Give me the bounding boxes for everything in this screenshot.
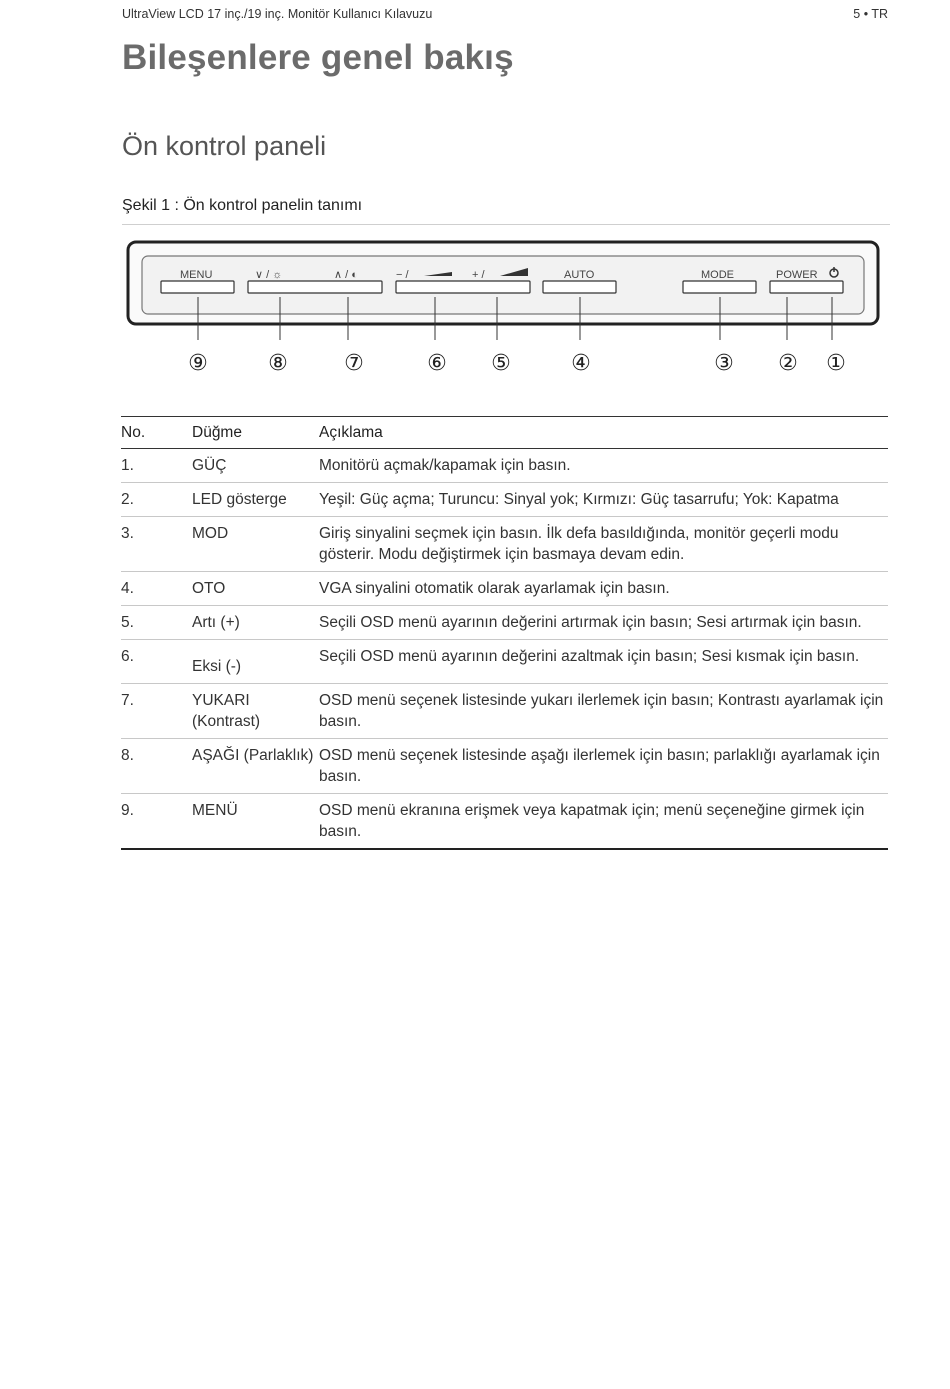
button-name-cell [192, 640, 319, 684]
controls-table [121, 416, 888, 850]
row-number: 6. [121, 640, 192, 684]
caption-divider [122, 224, 890, 225]
row-number: 1. [121, 449, 192, 483]
button-description: Monitörü açmak/kapamak için basın. [319, 449, 888, 483]
panel-label-up-contrast: ∧ / ◐ [334, 269, 358, 281]
mode-button [683, 281, 756, 293]
header-description: Açıklama [319, 417, 888, 449]
callout-2: ② [778, 351, 798, 376]
button-description: OSD menü ekranına erişmek veya kapatmak için; menü seçeneğine girmek için basın. [319, 794, 888, 850]
row-number: 9. [121, 794, 192, 850]
table-row [121, 640, 888, 684]
callout-7: ⑦ [344, 351, 364, 376]
front-panel-diagram [122, 236, 890, 386]
callout-5: ⑤ [491, 351, 511, 376]
minus-plus-button-bar [396, 281, 530, 293]
button-name: AŞAĞI (Parlaklık) [192, 739, 319, 794]
button-description: OSD menü seçenek listesinde aşağı ilerlemek için basın; parlaklığı ayarlamak için basın. [319, 739, 888, 794]
button-description: Yeşil: Güç açma; Turuncu: Sinyal yok; Kırmızı: Güç tasarrufu; Yok: Kapatma [319, 483, 888, 517]
callout-9: ⑨ [188, 351, 208, 376]
page-number: 5 • TR [853, 7, 888, 21]
row-number: 3. [121, 517, 192, 572]
button-description: OSD menü seçenek listesinde yukarı ilerlemek için basın; Kontrastı ayarlamak için basın. [319, 684, 888, 739]
button-name: Eksi (-) [192, 658, 242, 675]
down-up-button-bar [248, 281, 382, 293]
button-name: MOD [192, 517, 319, 572]
front-panel-figure [122, 236, 890, 386]
panel-label-plus: + / [472, 269, 485, 281]
button-name: MENÜ [192, 794, 319, 850]
panel-label-down-brightness: ∨ / ☼ [255, 269, 283, 281]
button-name: OTO [192, 572, 319, 606]
table-row [121, 449, 888, 483]
button-description: Seçili OSD menü ayarının değerini artırmak için basın; Sesi artırmak için basın. [319, 606, 888, 640]
row-number: 7. [121, 684, 192, 739]
table-row [121, 684, 888, 739]
row-number: 2. [121, 483, 192, 517]
callout-4: ④ [571, 351, 591, 376]
header-no: No. [121, 417, 192, 449]
button-name: GÜÇ [192, 449, 319, 483]
table-row [121, 606, 888, 640]
table-header-row [121, 417, 888, 449]
row-number: 8. [121, 739, 192, 794]
button-description: Giriş sinyalini seçmek için basın. İlk defa basıldığında, monitör geçerli modu gösterir. Modu değiştirmek için basmaya devam edin. [319, 517, 888, 572]
row-number: 5. [121, 606, 192, 640]
table-row [121, 517, 888, 572]
button-name: Artı (+) [192, 606, 319, 640]
callout-1: ① [826, 351, 846, 376]
callout-6: ⑥ [427, 351, 447, 376]
button-description: Seçili OSD menü ayarının değerini azaltmak için basın; Sesi kısmak için basın. [319, 640, 888, 684]
panel-label-power: POWER [776, 269, 818, 281]
power-led-button [770, 281, 843, 293]
callout-8: ⑧ [268, 351, 288, 376]
table-row [121, 483, 888, 517]
auto-button [543, 281, 616, 293]
header-button: Düğme [192, 417, 319, 449]
subsection-title: Ön kontrol paneli [122, 131, 327, 161]
figure-caption: Şekil 1 : Ön kontrol panelin tanımı [122, 197, 363, 214]
button-name: LED gösterge [192, 483, 319, 517]
row-number: 4. [121, 572, 192, 606]
panel-label-menu: MENU [180, 269, 213, 281]
document-title: UltraView LCD 17 inç./19 inç. Monitör Kullanıcı Kılavuzu [122, 7, 433, 21]
panel-label-auto: AUTO [564, 269, 595, 281]
panel-label-minus: − / [396, 269, 409, 281]
table-row [121, 572, 888, 606]
callout-3: ③ [714, 351, 734, 376]
panel-label-mode: MODE [701, 269, 734, 281]
table-row [121, 794, 888, 850]
section-title: Bileşenlere genel bakış [122, 38, 514, 77]
menu-button [161, 281, 234, 293]
button-description: VGA sinyalini otomatik olarak ayarlamak için basın. [319, 572, 888, 606]
button-name: YUKARI (Kontrast) [192, 684, 319, 739]
table-row [121, 739, 888, 794]
